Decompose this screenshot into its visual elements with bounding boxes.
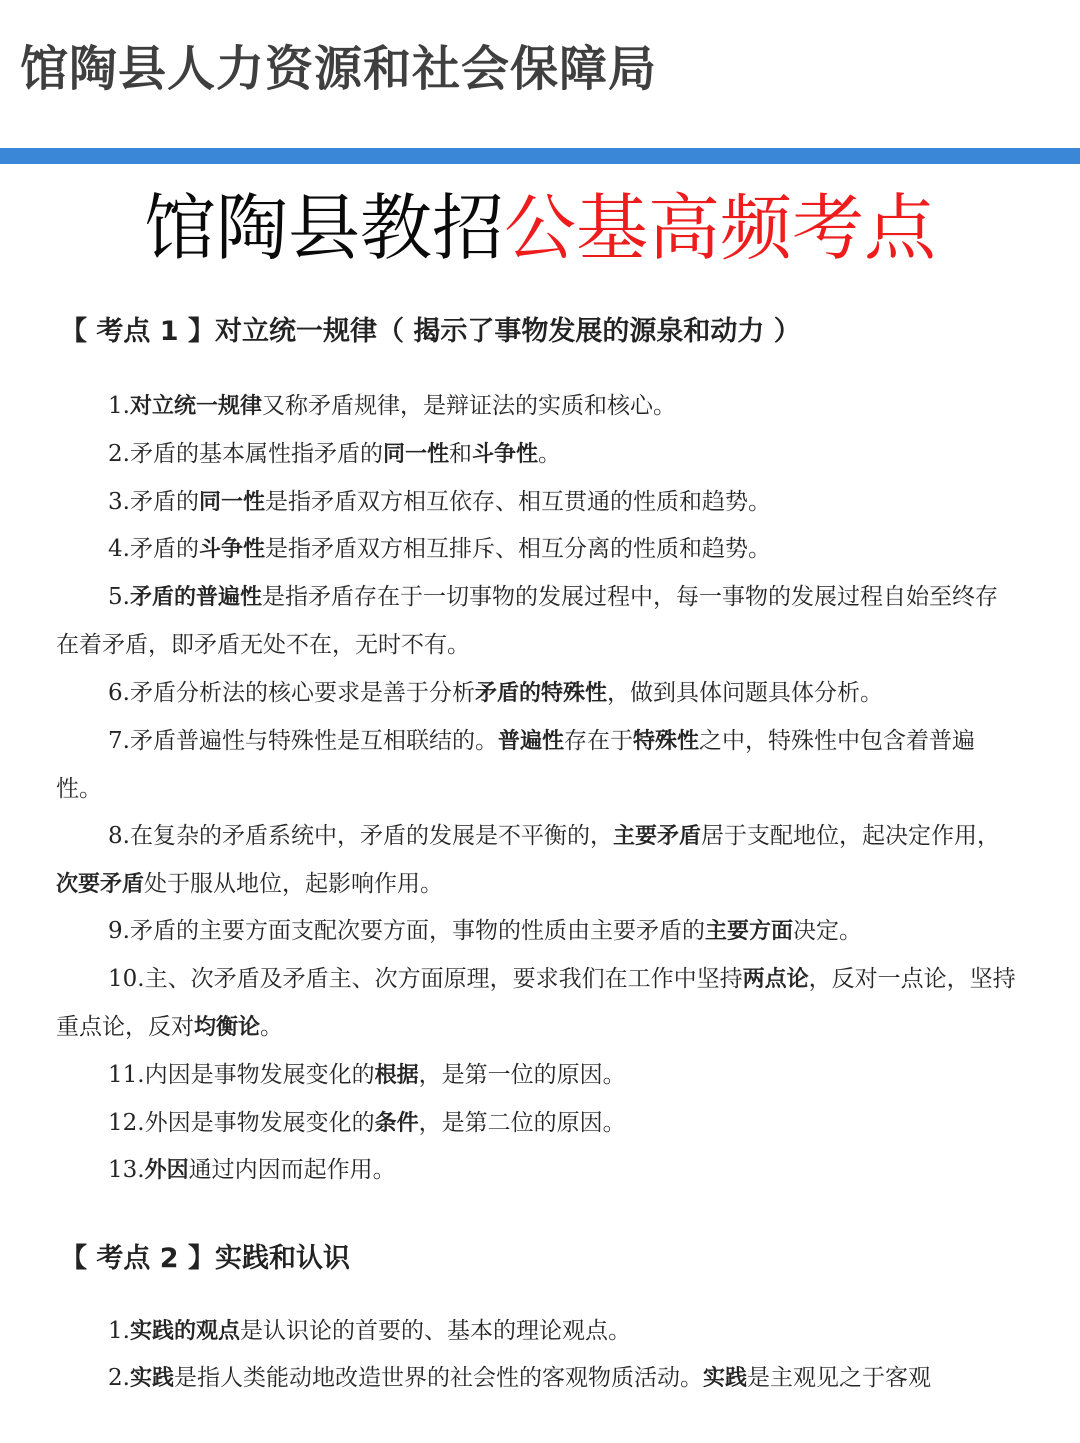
item-text: 又称矛盾规律，是辩证法的实质和核心。 bbox=[261, 393, 676, 419]
key-term: 条件 bbox=[374, 1111, 419, 1136]
item-number: 3. bbox=[108, 489, 130, 515]
item-text: 矛盾的 bbox=[129, 489, 199, 515]
page-title bbox=[0, 178, 1080, 278]
item-number: 11. bbox=[108, 1062, 145, 1088]
item-text: 矛盾普遍性与特殊性是互相联结的。 bbox=[129, 728, 498, 754]
item-text: 是主观见之于客观 bbox=[746, 1365, 931, 1391]
list-item bbox=[56, 956, 1018, 1051]
list-item bbox=[56, 1100, 1018, 1148]
header bbox=[0, 0, 1080, 148]
org-name: 馆陶县人力资源和社会保障局 bbox=[20, 41, 658, 97]
section-heading-1: 【 考点 1 】对立统一规律（ 揭示了事物发展的源泉和动力 ） bbox=[60, 316, 801, 347]
item-number: 1. bbox=[108, 1318, 130, 1344]
item-text: ，是第一位的原因。 bbox=[418, 1062, 626, 1088]
list-item bbox=[56, 479, 1018, 527]
item-text: 是指矛盾存在于一切事物的发展过程中，每一事物的发展过程自始至终存在着矛盾，即矛盾无处不在，无时不有。 bbox=[56, 584, 998, 658]
list-item bbox=[56, 718, 1018, 813]
key-term: 主要方面 bbox=[704, 919, 793, 944]
list-item bbox=[56, 813, 1018, 908]
item-number: 4. bbox=[108, 536, 130, 562]
item-number: 10. bbox=[108, 966, 145, 992]
item-text: 居于支配地位，起决定作用， bbox=[700, 823, 1000, 849]
key-term: 同一性 bbox=[382, 442, 449, 467]
key-term: 主要矛盾 bbox=[612, 824, 701, 849]
key-term: 实践 bbox=[702, 1366, 747, 1391]
list-item bbox=[56, 1052, 1018, 1100]
item-text: ，做到具体问题具体分析。 bbox=[606, 680, 883, 706]
list-item bbox=[56, 383, 1018, 431]
item-number: 9. bbox=[108, 918, 130, 944]
item-text: 处于服从地位，起影响作用。 bbox=[144, 870, 444, 897]
item-text: 外因是事物发展变化的 bbox=[144, 1110, 375, 1136]
item-text: 。 bbox=[537, 441, 561, 467]
item-text: 矛盾分析法的核心要求是善于分析 bbox=[129, 680, 475, 706]
item-number: 5. bbox=[108, 584, 130, 610]
key-term: 矛盾的普遍性 bbox=[129, 585, 262, 610]
item-number: 8. bbox=[108, 823, 130, 849]
key-term: 均衡论 bbox=[194, 1014, 261, 1040]
key-term: 矛盾的特殊性 bbox=[474, 681, 607, 706]
item-text: 之中，特殊性中包含着普遍性。 bbox=[56, 728, 975, 802]
list-item bbox=[56, 526, 1018, 574]
key-term: 实践 bbox=[129, 1366, 174, 1391]
section-heading-2: 【 考点 2 】实践和认识 bbox=[60, 1243, 350, 1274]
item-text: 矛盾的基本属性指矛盾的 bbox=[129, 441, 383, 467]
key-term: 对立统一规律 bbox=[129, 394, 262, 419]
item-text: 通过内因而起作用。 bbox=[188, 1157, 396, 1183]
accent-bar bbox=[0, 148, 1080, 164]
key-term: 特殊性 bbox=[632, 729, 699, 754]
item-text: 。 bbox=[260, 1013, 284, 1040]
list-item bbox=[56, 574, 1018, 669]
item-text: 是指矛盾双方相互排斥、相互分离的性质和趋势。 bbox=[264, 536, 771, 562]
item-number: 1. bbox=[108, 393, 130, 419]
list-item bbox=[56, 1308, 1018, 1356]
key-term: 普遍性 bbox=[497, 729, 564, 754]
item-number: 7. bbox=[108, 728, 130, 754]
list-item bbox=[56, 908, 1018, 956]
title-part-red: 公基高频考点 bbox=[504, 186, 937, 270]
title-part-black: 馆陶县教招 bbox=[143, 186, 504, 270]
item-text: ，是第二位的原因。 bbox=[418, 1110, 626, 1136]
item-text: 决定。 bbox=[792, 918, 862, 944]
list-item bbox=[56, 670, 1018, 718]
item-text: 是指人类能动地改造世界的社会性的客观物质活动。 bbox=[173, 1365, 703, 1391]
list-item bbox=[56, 431, 1018, 479]
key-term: 根据 bbox=[374, 1063, 419, 1088]
item-text: 和 bbox=[448, 441, 472, 467]
item-number: 13. bbox=[108, 1157, 145, 1183]
key-term: 实践的观点 bbox=[129, 1319, 240, 1344]
key-term: 次要矛盾 bbox=[56, 871, 145, 897]
item-text: 在复杂的矛盾系统中，矛盾的发展是不平衡的， bbox=[129, 823, 613, 849]
item-text: 矛盾的主要方面支配次要方面，事物的性质由主要矛盾的 bbox=[129, 918, 705, 944]
item-text: ，反对一点论，坚持重点论，反对 bbox=[56, 966, 1016, 1040]
item-text: 内因是事物发展变化的 bbox=[144, 1062, 375, 1088]
key-term: 斗争性 bbox=[198, 537, 265, 562]
item-number: 6. bbox=[108, 680, 130, 706]
item-number: 12. bbox=[108, 1110, 145, 1136]
item-text: 存在于 bbox=[563, 728, 633, 754]
list-item bbox=[56, 1355, 1018, 1403]
item-text: 主、次矛盾及矛盾主、次方面原理，要求我们在工作中坚持 bbox=[144, 966, 743, 992]
key-term: 两点论 bbox=[742, 967, 809, 992]
key-term: 同一性 bbox=[198, 490, 265, 515]
item-number: 2. bbox=[108, 441, 130, 467]
item-text: 是认识论的首要的、基本的理论观点。 bbox=[239, 1318, 631, 1344]
key-term: 斗争性 bbox=[471, 442, 538, 467]
key-term: 外因 bbox=[144, 1158, 189, 1183]
item-text: 矛盾的 bbox=[129, 536, 199, 562]
item-number: 2. bbox=[108, 1365, 130, 1391]
list-item bbox=[56, 1147, 1018, 1195]
item-text: 是指矛盾双方相互依存、相互贯通的性质和趋势。 bbox=[264, 489, 771, 515]
